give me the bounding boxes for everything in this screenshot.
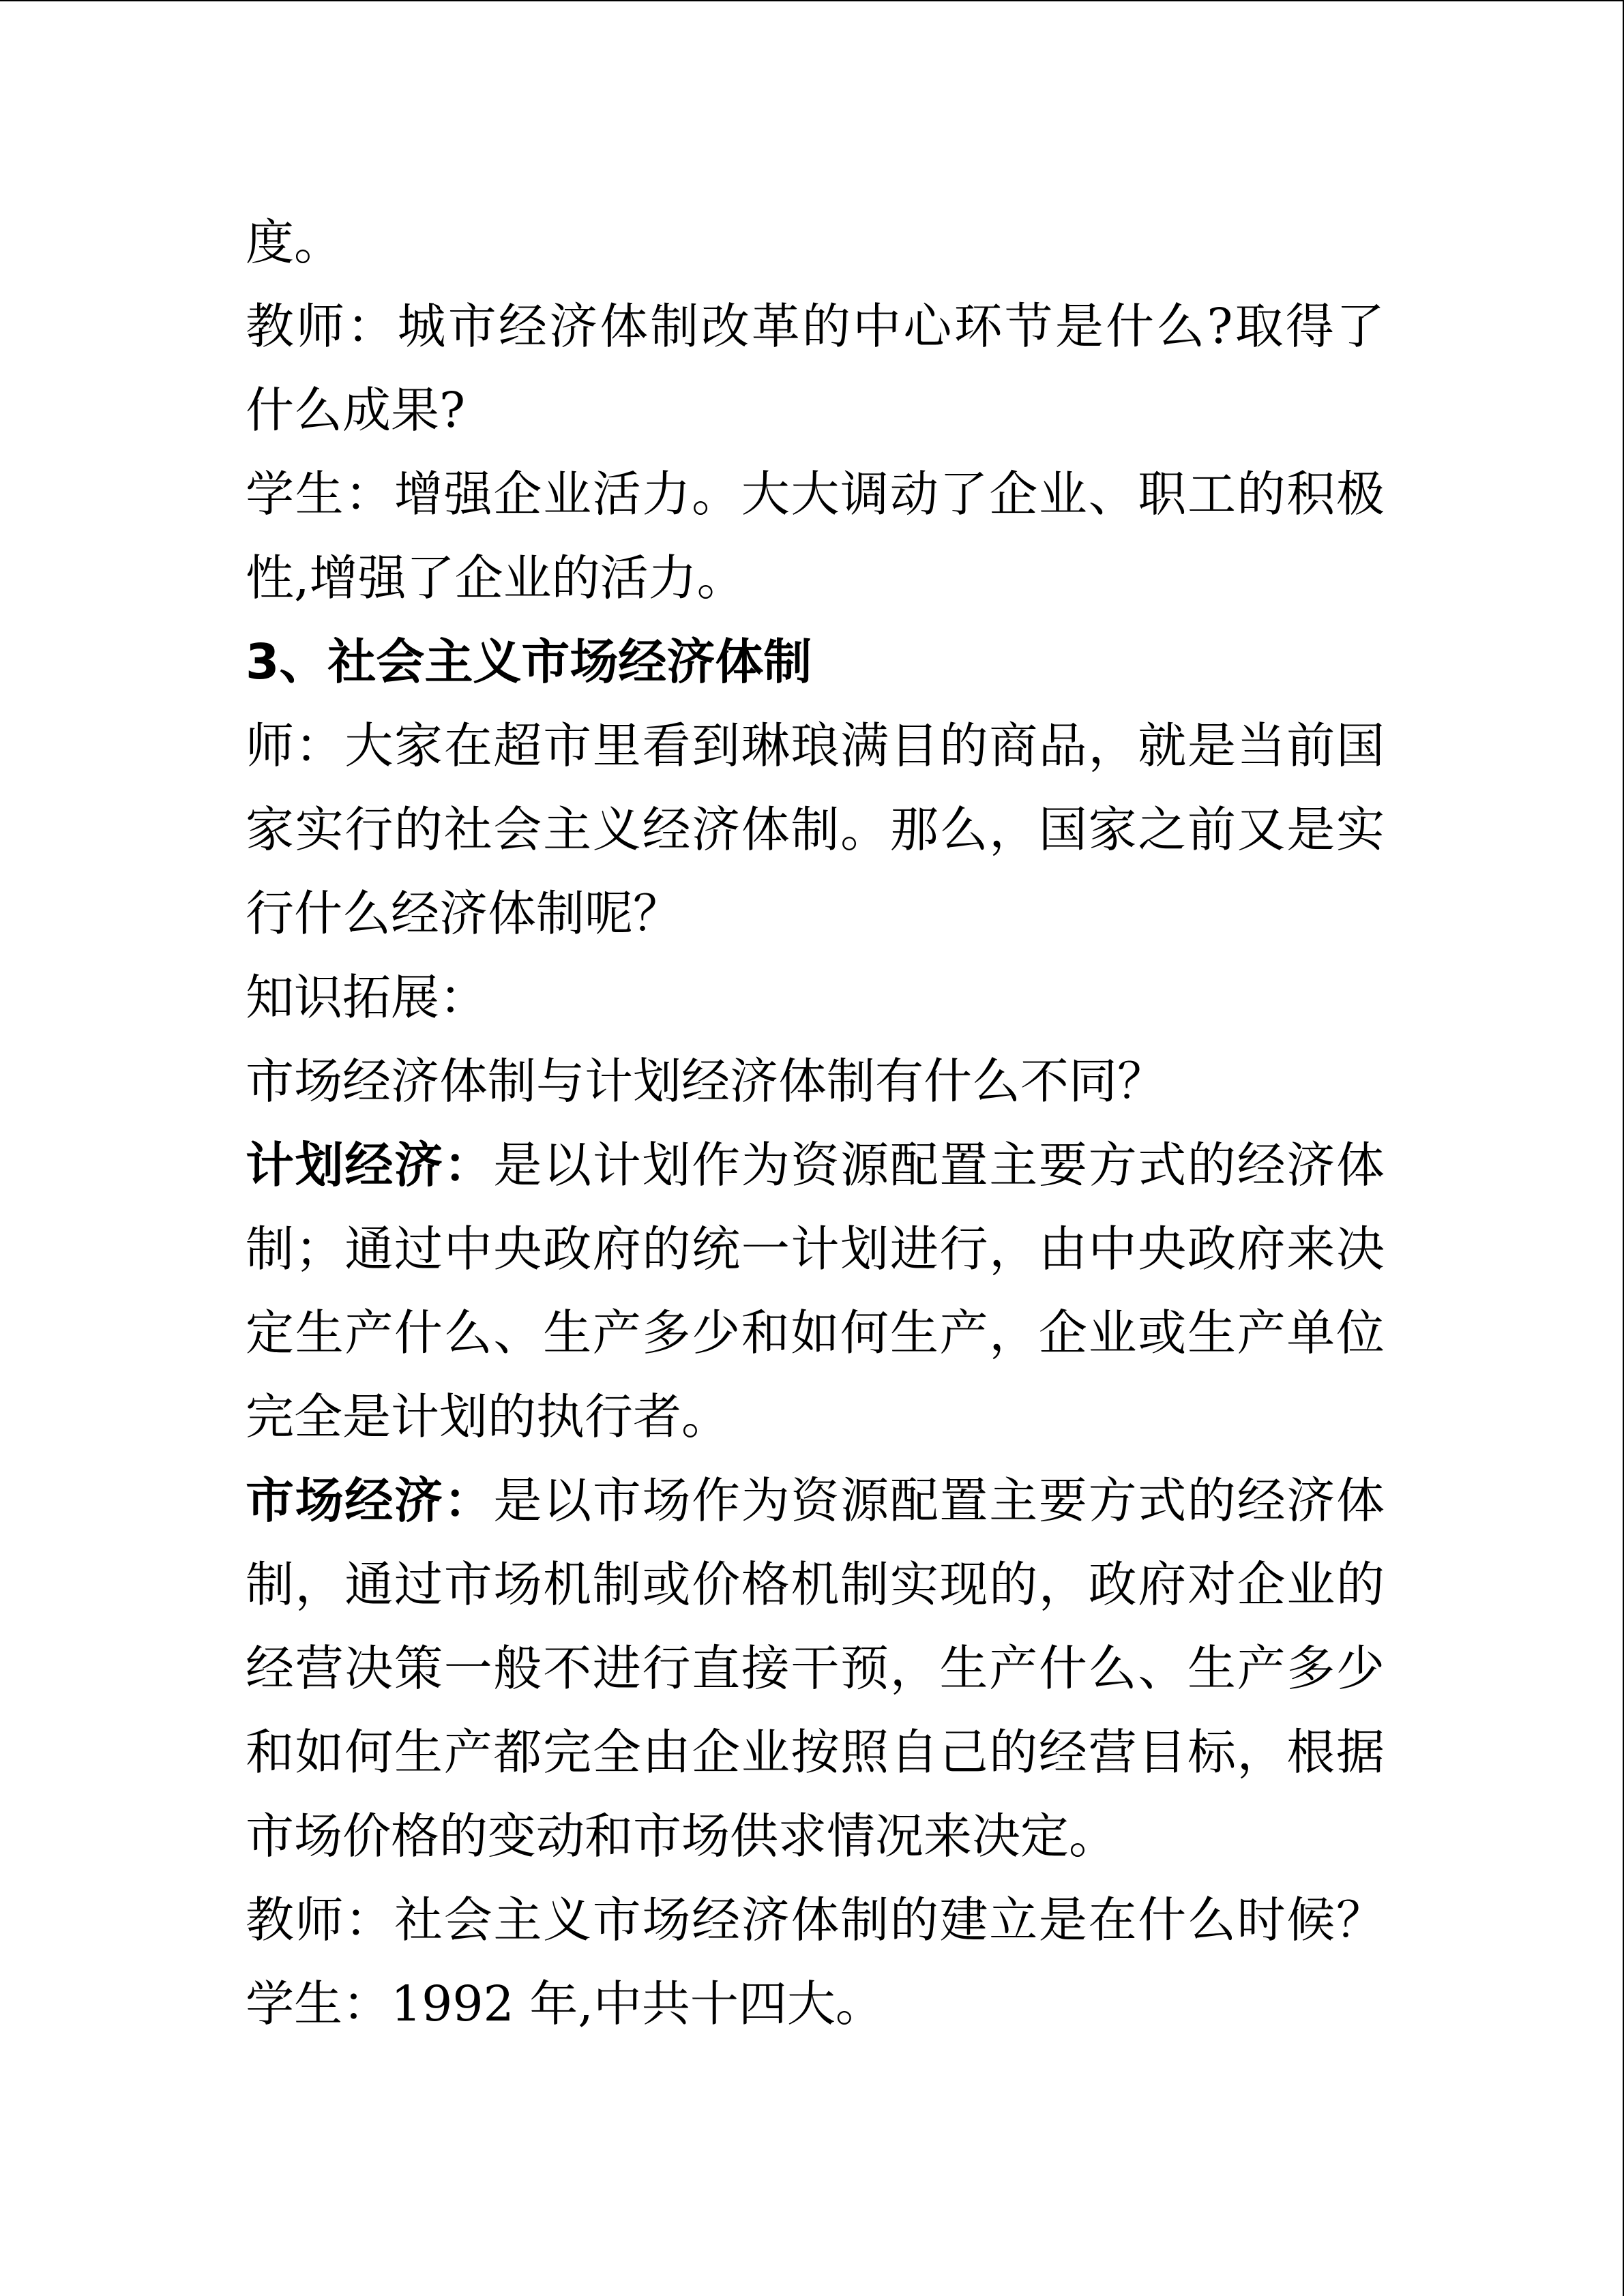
text-line: 制，通过市场机制或价格机制实现的，政府对企业的 [246, 1556, 1385, 1613]
teacher-question-line: 教师：城市经济体制改革的中心环节是什么?取得了 [246, 298, 1385, 355]
teacher-question-line: 教师：社会主义市场经济体制的建立是在什么时候？ [246, 1892, 1385, 1948]
market-economy-definition [246, 1459, 1385, 1542]
student-answer-line: 学生：增强企业活力。大大调动了企业、职工的积极 [246, 466, 1385, 522]
teacher-remark-line: 师：大家在超市里看到琳琅满目的商品，就是当前国 [246, 717, 1385, 774]
text-line: 和如何生产都完全由企业按照自己的经营目标，根据 [246, 1724, 1385, 1780]
text-line: 完全是计划的执行者。 [246, 1388, 730, 1445]
document-body [246, 200, 1385, 2046]
planned-economy-term: 计划经济： [246, 1137, 494, 1193]
text-line: 家实行的社会主义经济体制。那么，国家之前又是实 [246, 801, 1385, 858]
text-line: 性,增强了企业的活力。 [246, 550, 745, 606]
text-line: 市场价格的变动和市场供求情况来决定。 [246, 1808, 1118, 1864]
knowledge-extension-label: 知识拓展： [246, 969, 488, 1026]
market-economy-term: 市场经济： [246, 1472, 494, 1529]
text-line: 定生产什么、生产多少和如何生产，企业或生产单位 [246, 1304, 1385, 1361]
section-heading: 3、社会主义市场经济体制 [246, 633, 812, 690]
text-line: 什么成果? [246, 382, 466, 438]
definition-text: 是以市场作为资源配置主要方式的经济体 [493, 1472, 1385, 1529]
text-line: 度。 [246, 214, 343, 271]
text-line: 制；通过中央政府的统一计划进行，由中央政府来决 [246, 1221, 1385, 1277]
planned-economy-definition [246, 1123, 1385, 1207]
text-line: 行什么经济体制呢？ [246, 885, 682, 942]
question-line: 市场经济体制与计划经济体制有什么不同？ [246, 1053, 1166, 1109]
student-answer-line: 学生：1992 年,中共十四大。 [246, 1976, 884, 2032]
definition-text: 是以计划作为资源配置主要方式的经济体 [493, 1137, 1385, 1193]
text-line: 经营决策一般不进行直接干预，生产什么、生产多少 [246, 1640, 1385, 1697]
